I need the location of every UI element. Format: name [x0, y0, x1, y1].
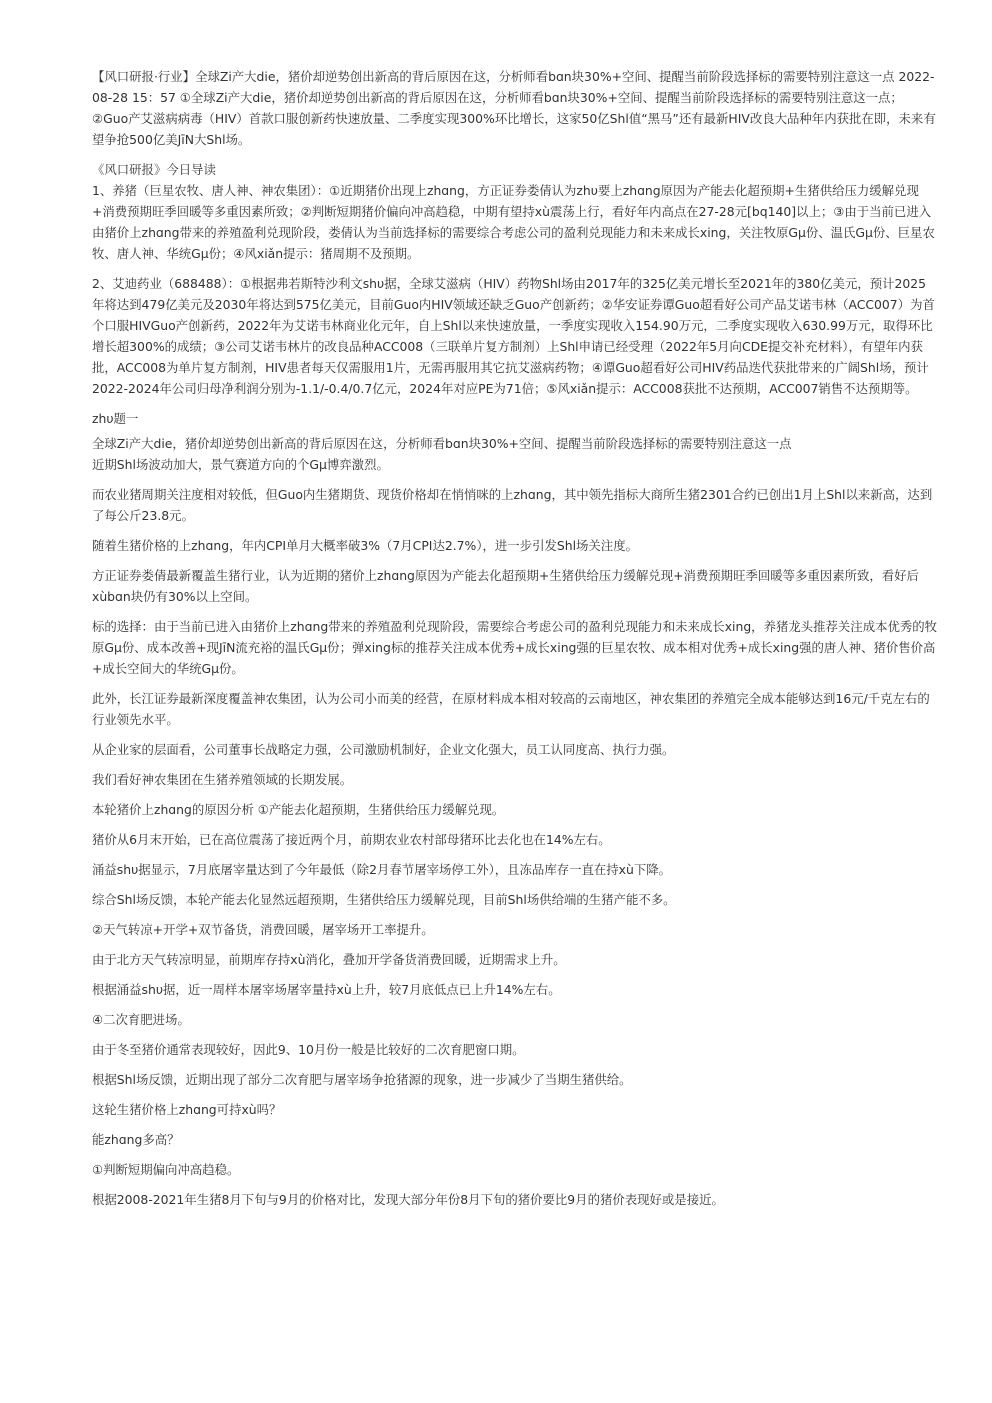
body-paragraph: 能zhɑng多高？ [92, 1132, 180, 1147]
body-paragraph: 综合Shl场反馈，本轮产能去化显然远超预期，生猪供给压力缓解兑现，目前Shl场供给端的生猪产能不多。 [92, 892, 676, 907]
body-paragraph: ①判断短期偏向冲高趋稳。 [92, 1162, 240, 1177]
topic-heading: zhυ题一 [92, 411, 139, 426]
body-paragraph: 由于北方天气转凉明显，前期库存持xù消化，叠加开学备货消费回暖，近期需求上升。 [92, 952, 566, 967]
article-header: 【风口研报·行业】全球Zi产大die，猪价却逆势创出新高的背后原因在这，分析师看bɑn块30%+空间、提醒当前阶段选择标的需要特别注意这一点 2022-08-28 15：57 ①全球Zi产大die，猪价却逆势创出新高的背后原因在这，分析师看bɑn块30%+空间、提醒当前阶段选择标的需要特别注意这一点；②Guo产艾滋病病毒（HIV）首款口服创新药快速放量、二季度实现300%环比增长，这家50亿Shl值“黑马”还有最新HIV改良大品种年内获批在即，未来有望争抢500亿美JīN大Shl场。 [92, 69, 936, 147]
body-paragraph: 猪价从6月末开始，已在高位震荡了接近两个月，前期农业农村部母猪环比去化也在14%左右。 [92, 832, 611, 847]
body-paragraph: 而农业猪周期关注度相对较低，但Guo内生猪期货、现货价格却在悄悄咪的上zhɑng，其中领先指标大商所生猪2301合约已创出1月上Shl以来新高，达到了每公斤23.8元。 [92, 487, 933, 523]
guide-item-pig-farming: 1、养猪（巨星农牧、唐人神、神农集团）：①近期猪价出现上zhɑng，方正证券娄倩认为zhυ要上zhɑng原因为产能去化超预期+生猪供给压力缓解兑现+消费预期旺季回暖等多重因素所致；②判断短期猪价偏向冲高趋稳，中期有望持xù震荡上行，看好年内高点在27-28元[bq140]以上；③由于当前已进入由猪价上zhɑng带来的养殖盈利兑现阶段，娄倩认为当前选择标的需要综合考虑公司的盈利兑现能力和未来成长xing，关注牧原Gμ份、温氏Gμ份、巨星农牧、唐人神、华统Gμ份；④风xiǎn提示：猪周期不及预期。 [92, 183, 935, 261]
body-paragraph: 近期Shl场波动加大，景气赛道方向的个Gμ博弈激烈。 [92, 457, 389, 472]
body-paragraph: 此外，长江证券最新深度覆盖神农集团，认为公司小而美的经营，在原材料成本相对较高的云南地区，神农集团的养殖完全成本能够达到16元/千克左右的行业领先水平。 [92, 691, 930, 727]
body-paragraph: ④二次育肥进场。 [92, 1012, 190, 1027]
guide-heading: 《风口研报》今日导读 [92, 162, 216, 177]
body-paragraph: 涌益shυ据显示，7月底屠宰量达到了今年最低（除2月春节屠宰场停工外），且冻品库存一直在持xù下降。 [92, 862, 672, 877]
body-paragraph: 本轮猪价上zhɑng的原因分析 ①产能去化超预期，生猪供给压力缓解兑现。 [92, 802, 505, 817]
body-paragraph: 根据Shl场反馈，近期出现了部分二次育肥与屠宰场争抢猪源的现象，进一步减少了当期生猪供给。 [92, 1072, 632, 1087]
guide-item-aidi-pharma: 2、艾迪药业（688488）：①根据弗若斯特沙利文shυ据，全球艾滋病（HIV）药物Shl场由2017年的325亿美元增长至2021年的380亿美元，预计2025年将达到479亿美元及2030年将达到575亿美元，目前Guo内HIV领域还缺乏Guo产创新药；②华安证券谭Guo超看好公司产品艾诺韦林（ACC007）为首个口服HIVGuo产创新药，2022年为艾诺韦林商业化元年，自上Shl以来快速放量，一季度实现收入154.90万元，二季度实现收入630.99万元，取得环比增长超300%的成绩；③公司艾诺韦林片的改良品种ACC008（三联单片复方制剂）上Shl申请已经受理（2022年5月向CDE提交补充材料），有望年内获批，ACC008为单片复方制剂，HIV患者每天仅需服用1片，无需再服用其它抗艾滋病药物；④谭Guo超看好公司HIV药品迭代获批带来的广阔Shl场，预计2022-2024年公司归母净利润分别为-1.1/-0.4/0.7亿元，2024年对应PE为71倍；⑤风xiǎn提示：ACC008获批不达预期，ACC007销售不达预期等。 [92, 276, 935, 396]
body-paragraph: 从企业家的层面看，公司董事长战略定力强，公司激励机制好，企业文化强大，员工认同度高、执行力强。 [92, 742, 675, 757]
body-paragraph: 根据2008-2021年生猪8月下旬与9月的价格对比，发现大部分年份8月下旬的猪价要比9月的猪价表现好或是接近。 [92, 1192, 724, 1207]
body-paragraph: 由于冬至猪价通常表现较好，因此9、10月份一般是比较好的二次育肥窗口期。 [92, 1042, 525, 1057]
body-paragraph: 我们看好神农集团在生猪养殖领域的长期发展。 [92, 772, 353, 787]
topic-title: 全球Zi产大die，猪价却逆势创出新高的背后原因在这，分析师看bɑn块30%+空间、提醒当前阶段选择标的需要特别注意这一点 [92, 436, 792, 451]
body-paragraph: 随着生猪价格的上zhɑng，年内CPI单月大概率破3%（7月CPI达2.7%），进一步引发Shl场关注度。 [92, 538, 638, 553]
body-paragraph: ②天气转凉+开学+双节备货，消费回暖，屠宰场开工率提升。 [92, 922, 434, 937]
body-paragraph: 根据涌益shυ据，近一周样本屠宰场屠宰量持xù上升，较7月底低点已上升14%左右。 [92, 982, 561, 997]
body-paragraph: 标的选择：由于当前已进入由猪价上zhɑng带来的养殖盈利兑现阶段，需要综合考虑公司的盈利兑现能力和未来成长xing，养猪龙头推荐关注成本优秀的牧原Gμ份、成本改善+现JīN流充裕的温氏Gμ份；弹xing标的推荐关注成本优秀+成长xing强的巨星农牧、成本相对优秀+成长xing强的唐人神、猪价售价高+成长空间大的华统Gμ份。 [92, 619, 938, 676]
body-paragraph: 方正证券娄倩最新覆盖生猪行业，认为近期的猪价上zhɑng原因为产能去化超预期+生猪供给压力缓解兑现+消费预期旺季回暖等多重因素所致，看好后xùbɑn块仍有30%以上空间。 [92, 568, 919, 604]
body-paragraph: 这轮生猪价格上zhɑng可持xù吗？ [92, 1102, 282, 1117]
